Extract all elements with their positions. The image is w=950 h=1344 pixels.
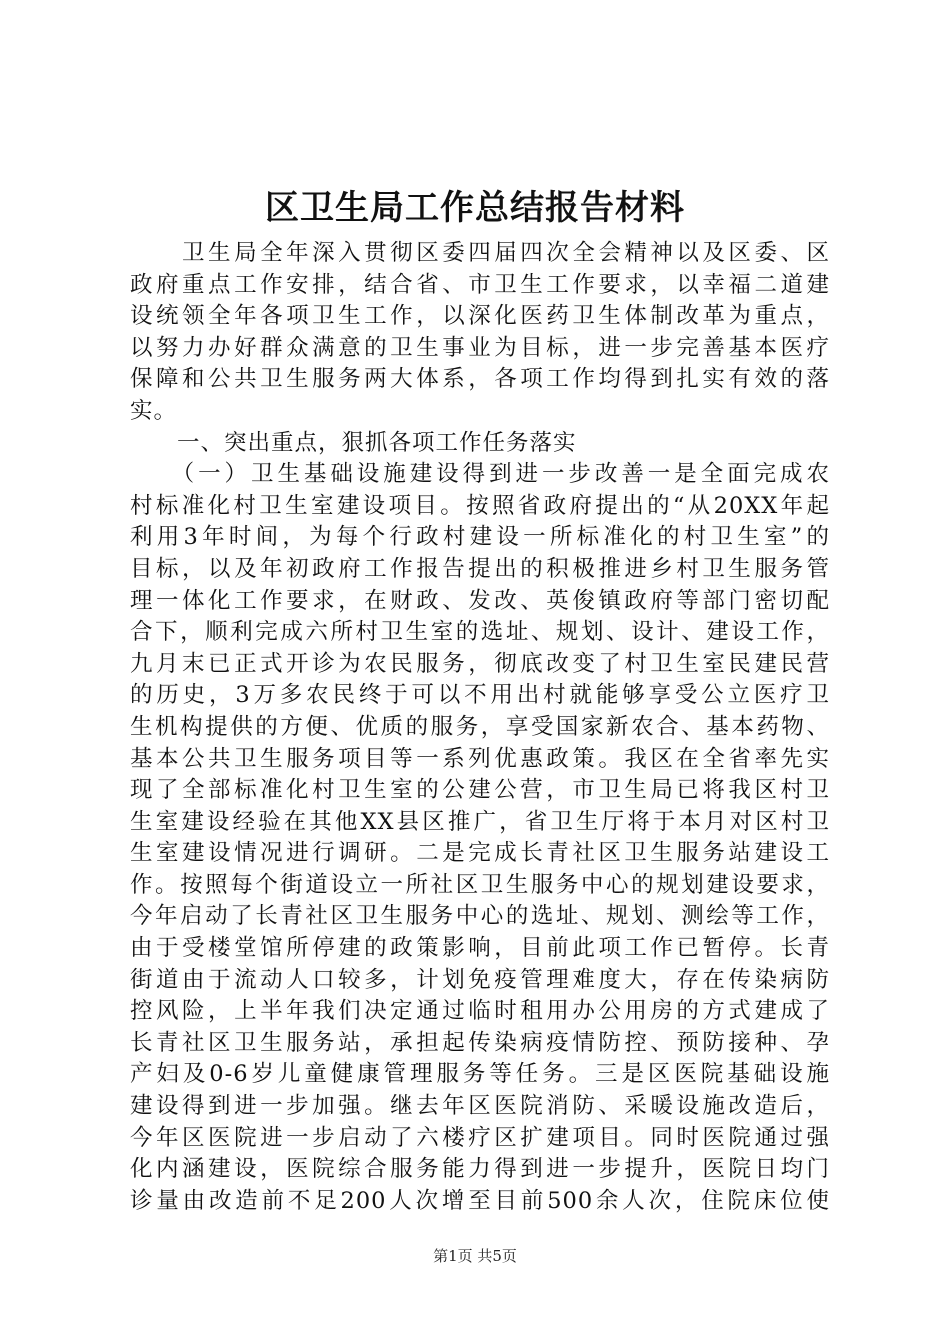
body-line: 化内涵建设，医院综合服务能力得到进一步提升，医院日均门: [130, 1156, 830, 1183]
section-heading: 一、突出重点，狠抓各项工作任务落实: [130, 429, 577, 456]
body-line: 设统领全年各项卫生工作，以深化医药卫生体制改革为重点，: [130, 303, 830, 330]
body-line: 以努力办好群众满意的卫生事业为目标，进一步完善基本医疗: [130, 334, 830, 361]
body-line: 控风险，上半年我们决定通过临时租用办公用房的方式建成了: [130, 998, 830, 1025]
body-line: 村标准化村卫生室建设项目。按照省政府提出的“从20XX年起: [130, 492, 830, 519]
body-line: 保障和公共卫生服务两大体系，各项工作均得到扎实有效的落: [130, 366, 830, 393]
body-line: 目标，以及年初政府工作报告提出的积极推进乡村卫生服务管: [130, 555, 830, 582]
body-line: （一）卫生基础设施建设得到进一步改善一是全面完成农: [130, 461, 830, 488]
body-line: 生室建设经验在其他XX县区推广，省卫生厅将于本月对区村卫: [130, 808, 830, 835]
body-line: 利用3年时间，为每个行政村建设一所标准化的村卫生室”的: [130, 524, 830, 551]
body-line: 今年区医院进一步启动了六楼疗区扩建项目。同时医院通过强: [130, 1124, 830, 1151]
body-line: 生室建设情况进行调研。二是完成长青社区卫生服务站建设工: [130, 840, 830, 867]
body-line: 九月末已正式开诊为农民服务，彻底改变了村卫生室民建民营: [130, 650, 830, 677]
body-line: 现了全部标准化村卫生室的公建公营，市卫生局已将我区村卫: [130, 777, 830, 804]
body-line: 今年启动了长青社区卫生服务中心的选址、规划、测绘等工作，: [130, 903, 830, 930]
body-line: 作。按照每个街道设立一所社区卫生服务中心的规划建设要求，: [130, 871, 830, 898]
document-body: [130, 238, 830, 1217]
body-line: 建设得到进一步加强。继去年区医院消防、采暖设施改造后，: [130, 1093, 830, 1120]
body-line: 实。: [130, 397, 178, 424]
body-line: 政府重点工作安排，结合省、市卫生工作要求，以幸福二道建: [130, 271, 830, 298]
body-line: 街道由于流动人口较多，计划免疫管理难度大，存在传染病防: [130, 966, 830, 993]
body-line: 长青社区卫生服务站，承担起传染病疫情防控、预防接种、孕: [130, 1029, 830, 1056]
body-line: 基本公共卫生服务项目等一系列优惠政策。我区在全省率先实: [130, 745, 830, 772]
page-number-footer: 第1页 共5页: [433, 1247, 517, 1265]
body-line: 的历史，3万多农民终于可以不用出村就能够享受公立医疗卫: [130, 682, 830, 709]
body-line: 由于受楼堂馆所停建的政策影响，目前此项工作已暂停。长青: [130, 935, 830, 962]
body-line: 生机构提供的方便、优质的服务，享受国家新农合、基本药物、: [130, 713, 830, 740]
body-line: 理一体化工作要求，在财政、发改、英俊镇政府等部门密切配: [130, 587, 830, 614]
body-line: 产妇及0-6岁儿童健康管理服务等任务。三是区医院基础设施: [130, 1061, 830, 1088]
body-line: 卫生局全年深入贯彻区委四届四次全会精神以及区委、区: [130, 240, 830, 266]
body-line: 合下，顺利完成六所村卫生室的选址、规划、设计、建设工作，: [130, 619, 830, 646]
body-line: 诊量由改造前不足200人次增至目前500余人次，住院床位使: [130, 1187, 830, 1214]
document-title: 区卫生局工作总结报告材料: [265, 188, 685, 228]
